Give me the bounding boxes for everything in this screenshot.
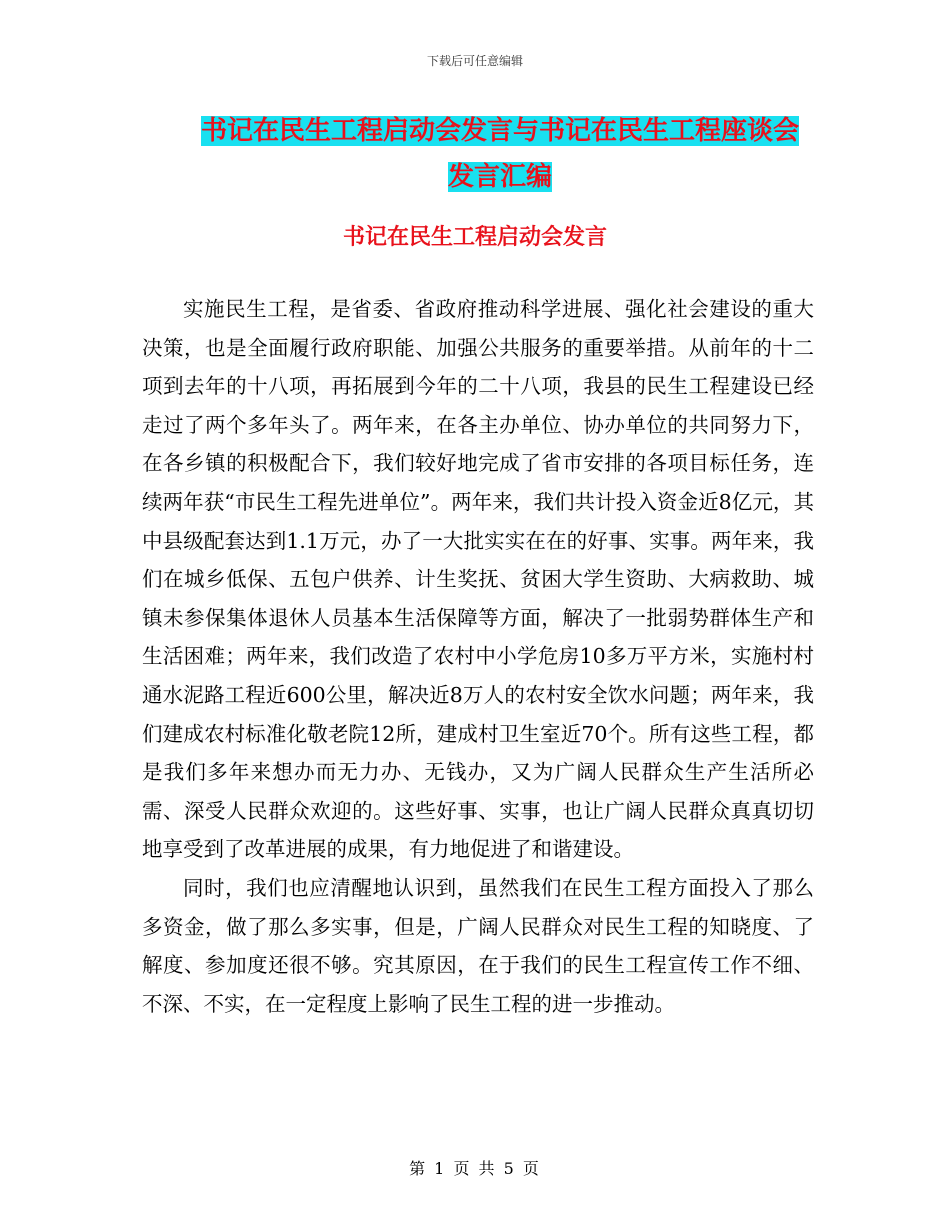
page-header-note: 下载后可任意编辑 (426, 54, 523, 68)
page-footer: 第 1 页 共 5 页 (409, 1159, 541, 1178)
body-paragraph-2: 同时，我们也应清醒地认识到，虽然我们在民生工程方面投入了那么多资金，做了那么多实事，但是，广阔人民群众对民生工程的知晓度、了解度、参加度还很不够。究其原因，在于我们的民生工程宣传工作不细、不深、不实，在一定程度上影响了民生工程的进一步推动。 (142, 875, 814, 1016)
document-title (140, 108, 860, 200)
body-paragraph-1: 实施民生工程，是省委、省政府推动科学进展、强化社会建设的重大决策，也是全面履行政府职能、加强公共服务的重要举措。从前年的十二项到去年的十八项，再拓展到今年的二十八项，我县的民生工程建设已经走过了两个多年头了。两年来，在各主办单位、协办单位的共同努力下，在各乡镇的积极配合下，我们较好地完成了省市安排的各项目标任务，连续两年获“市民生工程先进单位”。两年来，我们共计投入资金近8亿元，其中县级配套达到1.1万元，办了一大批实实在在的好事、实事。两年来，我们在城乡低保、五包户供养、计生奖抚、贫困大学生资助、大病救助、城镇未参保集体退休人员基本生活保障等方面，解决了一批弱势群体生产和生活困难；两年来，我们改造了农村中小学危房10多万平方米，实施村村通水泥路工程近600公里，解决近8万人的农村安全饮水问题；两年来，我们建成农村标准化敬老院12所，建成村卫生室近70个。所有这些工程，都是我们多年来想办而无力办、无钱办，又为广阔人民群众生产生活所必需、深受人民群众欢迎的。这些好事、实事，也让广阔人民群众真真切切地享受到了改革进展的成果，有力地促进了和谐建设。 (142, 297, 814, 862)
document-title-line-2: 发言汇编 (447, 162, 552, 192)
document-title-line-1: 书记在民生工程启动会发言与书记在民生工程座谈会 (200, 116, 799, 146)
document-body (142, 290, 814, 1023)
section-title: 书记在民生工程启动会发言 (342, 225, 607, 250)
